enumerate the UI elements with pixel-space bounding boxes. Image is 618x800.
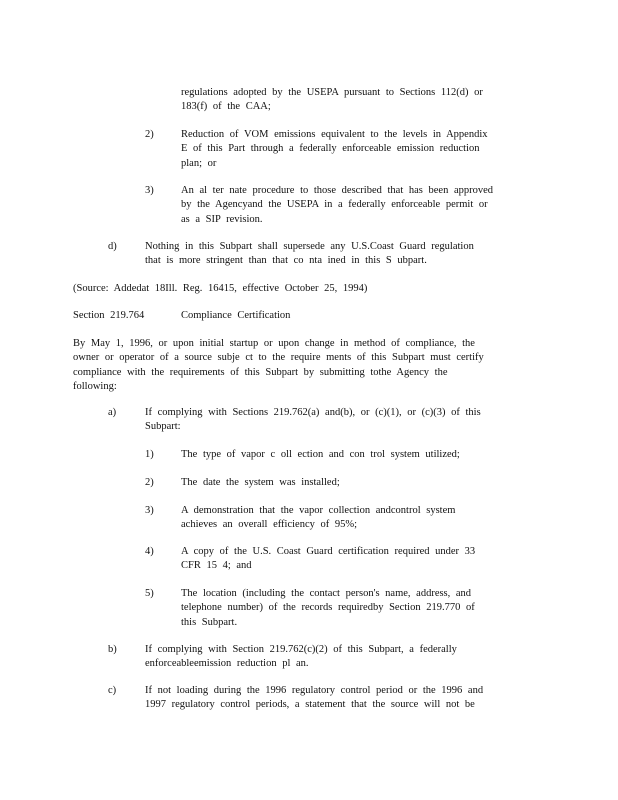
list-item <box>181 504 511 533</box>
list-label: c) <box>108 685 117 696</box>
text-line: A copy of the U.S. Coast Guard certification required under 33 <box>181 546 476 557</box>
text-line: 183(f) of the CAA; <box>181 101 271 113</box>
text-line: as a SIP revision. <box>181 213 263 225</box>
text-line: Nothing in this Subpart shall supersede any U.S.Coast Guard regulation <box>145 241 474 252</box>
text-line: A demonstration that the vapor collection andcontrol system <box>181 505 456 516</box>
text-line: The type of vapor c oll ection and con trol system utilized; <box>181 449 460 460</box>
list-item <box>145 406 481 435</box>
list-item <box>181 448 511 462</box>
text-line: If complying with Sections 219.762(a) and(b), or (c)(1), or (c)(3) of this <box>145 407 481 418</box>
text-line: By May 1, 1996, or upon initial startup or upon change in method of compliance, the <box>73 338 475 349</box>
list-label: b) <box>108 644 117 655</box>
text-line: plan; or <box>181 157 217 169</box>
text-line: this Subpart. <box>181 616 238 628</box>
list-label: 5) <box>145 588 154 599</box>
text-line: E of this Part through a federally enforceable emission reduction <box>181 143 480 155</box>
text-line: enforceableemission reduction pl an. <box>145 658 309 670</box>
list-label: a) <box>108 407 117 418</box>
text-line: regulations adopted by the USEPA pursuant to Sections 112(d) or <box>181 87 483 98</box>
list-item <box>145 240 475 269</box>
list-label: 1) <box>145 449 154 460</box>
text-line: following: <box>73 381 117 393</box>
list-label: 3) <box>145 185 154 196</box>
continued-paragraph <box>181 86 511 115</box>
source-note: (Source: Addedat 18Ill. Reg. 16415, effective October 25, 1994) <box>73 283 368 294</box>
list-item <box>181 545 511 574</box>
list-item <box>181 184 511 227</box>
text-line: Reduction of VOM emissions equivalent to the levels in Appendix <box>181 129 488 140</box>
list-item <box>145 684 484 713</box>
text-line: owner or operator of a source subje ct to the require ments of this Subpart must certify <box>73 352 484 364</box>
text-line: telephone number) of the records requiredby Section 219.770 of <box>181 602 475 614</box>
text-line: Subpart: <box>145 421 181 433</box>
section-number: Section 219.764 <box>73 310 145 321</box>
text-line: If not loading during the 1996 regulatory control period or the 1996 and <box>145 685 484 696</box>
list-item <box>181 587 511 630</box>
text-line: The date the system was installed; <box>181 477 340 488</box>
text-line: that is more stringent than that co nta ined in this S ubpart. <box>145 255 427 267</box>
list-label: d) <box>108 241 117 252</box>
text-line: 1997 regulatory control periods, a statement that the source will not be <box>145 699 475 711</box>
text-line: An al ter nate procedure to those described that has been approved <box>181 185 494 196</box>
text-line: compliance with the requirements of this Subpart by submitting tothe Agency the <box>73 366 448 378</box>
list-label: 3) <box>145 505 154 516</box>
text-line: achieves an overall efficiency of 95%; <box>181 519 358 531</box>
text-line: The location (including the contact person's name, address, and <box>181 588 472 599</box>
list-item <box>181 476 511 490</box>
list-item <box>145 643 475 672</box>
text-line: CFR 15 4; and <box>181 560 252 572</box>
section-title: Compliance Certification <box>181 310 291 321</box>
list-label: 2) <box>145 129 154 140</box>
intro-paragraph <box>73 337 484 395</box>
list-label: 2) <box>145 477 154 488</box>
list-item <box>181 128 511 171</box>
list-label: 4) <box>145 546 154 557</box>
text-line: If complying with Section 219.762(c)(2) of this Subpart, a federally <box>145 644 457 655</box>
text-line: by the Agencyand the USEPA in a federally enforceable permit or <box>181 199 488 211</box>
